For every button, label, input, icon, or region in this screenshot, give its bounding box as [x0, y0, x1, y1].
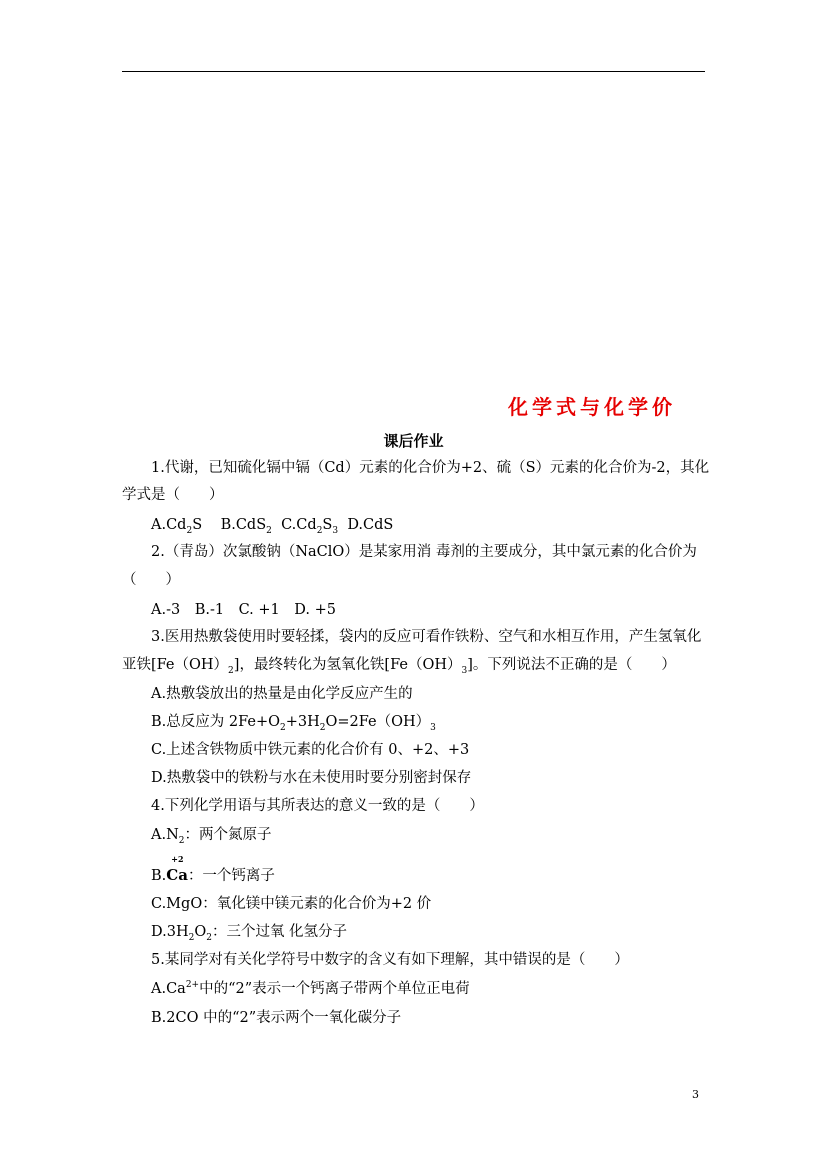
q4-option-b: B. +2 Ca：一个钙离子 [151, 854, 275, 884]
q1-option-c: $C.Cd_2S_3$ [281, 517, 339, 536]
q1-options [151, 515, 393, 535]
q1-option-d: D.CdS [347, 517, 394, 533]
header-rule [122, 71, 705, 72]
section-heading: 课后作业 [383, 432, 444, 450]
q1-option-a: $A.Cd_2S$ [151, 517, 203, 536]
q4-option-d: $D.3H_2O_2$：三个过氧 化氢分子 [151, 924, 348, 943]
q3-stem-line1: 3.医用热敷袋使用时要轻揉，袋内的反应可看作铁粉、空气和水相互作用，产生氢氧化 [151, 629, 702, 645]
q3-option-a: A.热敷袋放出的热量是由化学反应产生的 [151, 686, 413, 702]
q1-stem-line1: 1.代谢，已知硫化镉中镉（Cd）元素的化合价为+2、硫（S）元素的化合价为-2，其化 [151, 460, 710, 476]
q2-stem-line1: 2.（青岛）次氯酸钠（NaClO）是某家用消 毒剂的主要成分，其中氯元素的化合价为 [151, 544, 697, 560]
q5-option-a: $A.Ca^{2+}$中的“2”表示一个钙离子带两个单位正电荷 [151, 980, 470, 997]
q4-option-c: C.MgO：氧化镁中镁元素的化合价为+2 价 [151, 896, 432, 912]
calcium-valence-symbol: +2 Ca [166, 854, 188, 884]
q4-stem: 4.下列化学用语与其所表达的意义一致的是（ ） [151, 798, 484, 814]
q3-stem-line2: 亚铁$[Fe(OH)_2]$，最终转化为氢氧化铁$[Fe(OH)_3]$。下列说法不正确的是（ ） [122, 657, 676, 676]
q3-option-b: B.总反应为 $2Fe+O_2+3H_2O=2Fe(OH)_3$ [151, 714, 436, 733]
q1-stem-line2: 学式是（ ） [122, 487, 224, 503]
q3-option-d: D.热敷袋中的铁粉与水在未使用时要分别密封保存 [151, 770, 472, 786]
q1-option-b: B.CdS$_2$ [220, 517, 272, 536]
q3-option-c: C.上述含铁物质中铁元素的化合价有 0、+2、+3 [151, 742, 470, 758]
q4-option-a: $A.N_2$：两个氮原子 [151, 827, 272, 846]
q2-options: A.-3 B.-1 C. +1 D. +5 [151, 602, 336, 618]
q5-option-b: B.2CO 中的“2”表示两个一氧化碳分子 [151, 1010, 402, 1026]
q2-stem-line2: （ ） [122, 572, 180, 588]
q5-stem: 5.某同学对有关化学符号中数字的含义有如下理解，其中错误的是（ ） [151, 952, 629, 968]
page-title: 化学式与化学价 [508, 395, 676, 419]
page-number: 3 [692, 1088, 699, 1101]
